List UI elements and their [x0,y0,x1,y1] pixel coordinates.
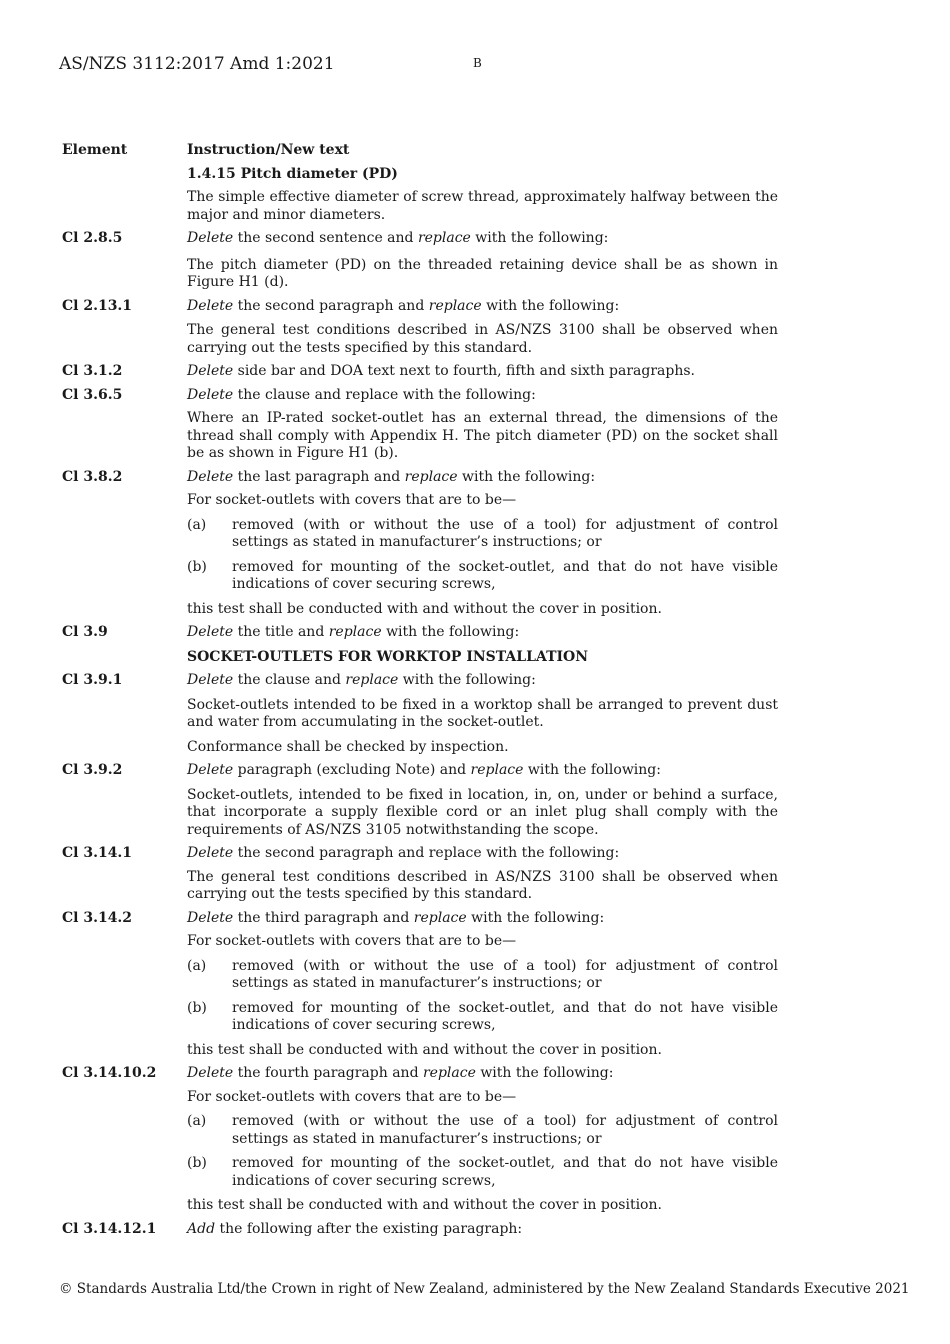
table-row [62,387,778,405]
element-cell: Cl 3.14.12.1 [62,1220,157,1237]
list-item-text: removed (with or without the use of a tool) for adjustment of control settings as stated in manufacturer’s instructions; or [232,957,778,991]
definition-text: The simple effective diameter of screw thread, approximately halfway between the major and minor diameters. [187,189,778,223]
list-intro: For socket-outlets with covers that are to be— [187,492,517,508]
instruction-cell: Delete paragraph (excluding Note) and replace with the following: [187,762,661,778]
table-row [62,739,778,757]
instruction-cell: Delete the second sentence and replace with the following: [187,230,609,246]
table-header-row [62,142,778,160]
table-row [62,363,778,381]
instruction-cell: Delete side bar and DOA text next to fourth, fifth and sixth paragraphs. [187,363,696,379]
element-cell: Cl 3.8.2 [62,468,123,485]
list-item-label: (b) [187,999,207,1016]
list-item-text: removed for mounting of the socket-outlet, and that do not have visible indications of cover securing screws, [232,558,778,592]
table-row [62,517,778,552]
new-text: Socket-outlets intended to be fixed in a worktop shall be arranged to prevent dust and water from accumulating in the socket-outlet. [187,696,778,730]
table-row [62,697,778,732]
table-row [62,1065,778,1083]
table-row [62,787,778,840]
table-row [62,1197,778,1215]
list-item-label: (b) [187,1155,207,1171]
table-row [62,322,778,357]
instruction-cell: Delete the clause and replace with the following: [187,386,536,403]
table-row [62,166,778,184]
list-intro: For socket-outlets with covers that are to be— [187,933,517,949]
instruction-cell: Add the following after the existing paragraph: [187,1220,523,1237]
list-item [187,1113,778,1148]
list-item [187,958,778,993]
new-text: Conformance shall be checked by inspection. [187,738,509,755]
list-item-text: removed for mounting of the socket-outlet, and that do not have visible indications of cover securing screws, [232,1155,778,1189]
list-closing: this test shall be conducted with and without the cover in position. [187,1041,662,1058]
column-header-element: Element [62,142,128,158]
list-closing: this test shall be conducted with and without the cover in position. [187,600,662,617]
list-item-text: removed (with or without the use of a tool) for adjustment of control settings as stated in manufacturer’s instructions; or [232,1113,778,1147]
new-title: SOCKET-OUTLETS FOR WORKTOP INSTALLATION [187,648,589,665]
table-row [62,559,778,594]
element-cell: Cl 3.9.2 [62,762,123,778]
table-row [62,869,778,904]
instruction-cell: Delete the third paragraph and replace with the following: [187,909,605,926]
table-row [62,257,778,292]
element-cell: Cl 3.6.5 [62,386,123,403]
table-row [62,1089,778,1107]
definition-heading: 1.4.15 Pitch diameter (PD) [187,165,398,182]
table-row [62,492,778,510]
table-row [62,1155,778,1190]
new-text: The pitch diameter (PD) on the threaded retaining device shall be as shown in Figure H1 (d). [187,256,778,290]
standard-designation: AS/NZS 3112:2017 Amd 1:2021 [59,54,335,74]
copyright-footer: © Standards Australia Ltd/the Crown in right of New Zealand, administered by the New Zealand Standards Executive 2021 [59,1281,910,1297]
table-row [62,410,778,463]
table-row [62,1113,778,1148]
table-row [62,230,778,248]
instruction-cell: Delete the title and replace with the following: [187,624,520,640]
element-cell: Cl 3.14.2 [62,909,133,926]
element-cell: Cl 2.13.1 [62,297,133,314]
element-cell: Cl 3.9.1 [62,672,123,688]
list-item-label: (a) [187,1113,207,1129]
table-row [62,601,778,619]
element-cell: Cl 3.1.2 [62,363,123,379]
instruction-cell: Delete the clause and replace with the following: [187,672,536,688]
table-row [62,298,778,316]
list-item-text: removed (with or without the use of a tool) for adjustment of control settings as stated in manufacturer’s instructions; or [232,516,778,550]
table-row [62,910,778,928]
amendment-table [62,142,778,1238]
column-header-instruction: Instruction/New text [187,142,350,158]
page-marker: B [473,56,482,70]
list-closing: this test shall be conducted with and without the cover in position. [187,1197,662,1213]
table-row [62,1000,778,1035]
element-cell: Cl 2.8.5 [62,230,123,246]
new-text: The general test conditions described in AS/NZS 3100 shall be observed when carrying out the tests specified by this standard. [187,868,778,902]
table-row [62,845,778,863]
list-item [187,1000,778,1035]
list-item [187,517,778,552]
table-row [62,672,778,690]
instruction-cell: Delete the second paragraph and replace with the following: [187,845,620,861]
instruction-cell: Delete the second paragraph and replace with the following: [187,297,620,314]
table-row [62,933,778,951]
table-row [62,1221,778,1239]
table-row [62,958,778,993]
table-row [62,1042,778,1060]
list-item [187,559,778,594]
element-cell: Cl 3.14.10.2 [62,1065,157,1081]
instruction-cell: Delete the fourth paragraph and replace with the following: [187,1065,614,1081]
table-row [62,762,778,780]
new-text: Socket-outlets, intended to be fixed in location, in, on, under or behind a surface, that incorporate a supply flexible cord or an inlet plug shall comply with the requirements of AS/NZS 3105 notwithstanding the scope. [187,786,778,838]
list-item-label: (a) [187,516,207,533]
table-row [62,469,778,487]
element-cell: Cl 3.14.1 [62,845,133,861]
element-cell: Cl 3.9 [62,624,108,640]
new-text: Where an IP-rated socket-outlet has an external thread, the dimensions of the thread shall comply with Appendix H. The pitch diameter (PD) on the socket shall be as shown in Figure H1 (b). [187,410,778,461]
list-intro: For socket-outlets with covers that are to be— [187,1088,517,1105]
list-item-label: (a) [187,957,207,974]
list-item [187,1155,778,1190]
new-text: The general test conditions described in AS/NZS 3100 shall be observed when carrying out the tests specified by this standard. [187,322,778,356]
table-row [62,189,778,224]
table-row [62,624,778,642]
table-row [62,649,778,667]
list-item-text: removed for mounting of the socket-outlet, and that do not have visible indications of cover securing screws, [232,999,778,1033]
instruction-cell: Delete the last paragraph and replace with the following: [187,468,596,485]
list-item-label: (b) [187,558,207,575]
